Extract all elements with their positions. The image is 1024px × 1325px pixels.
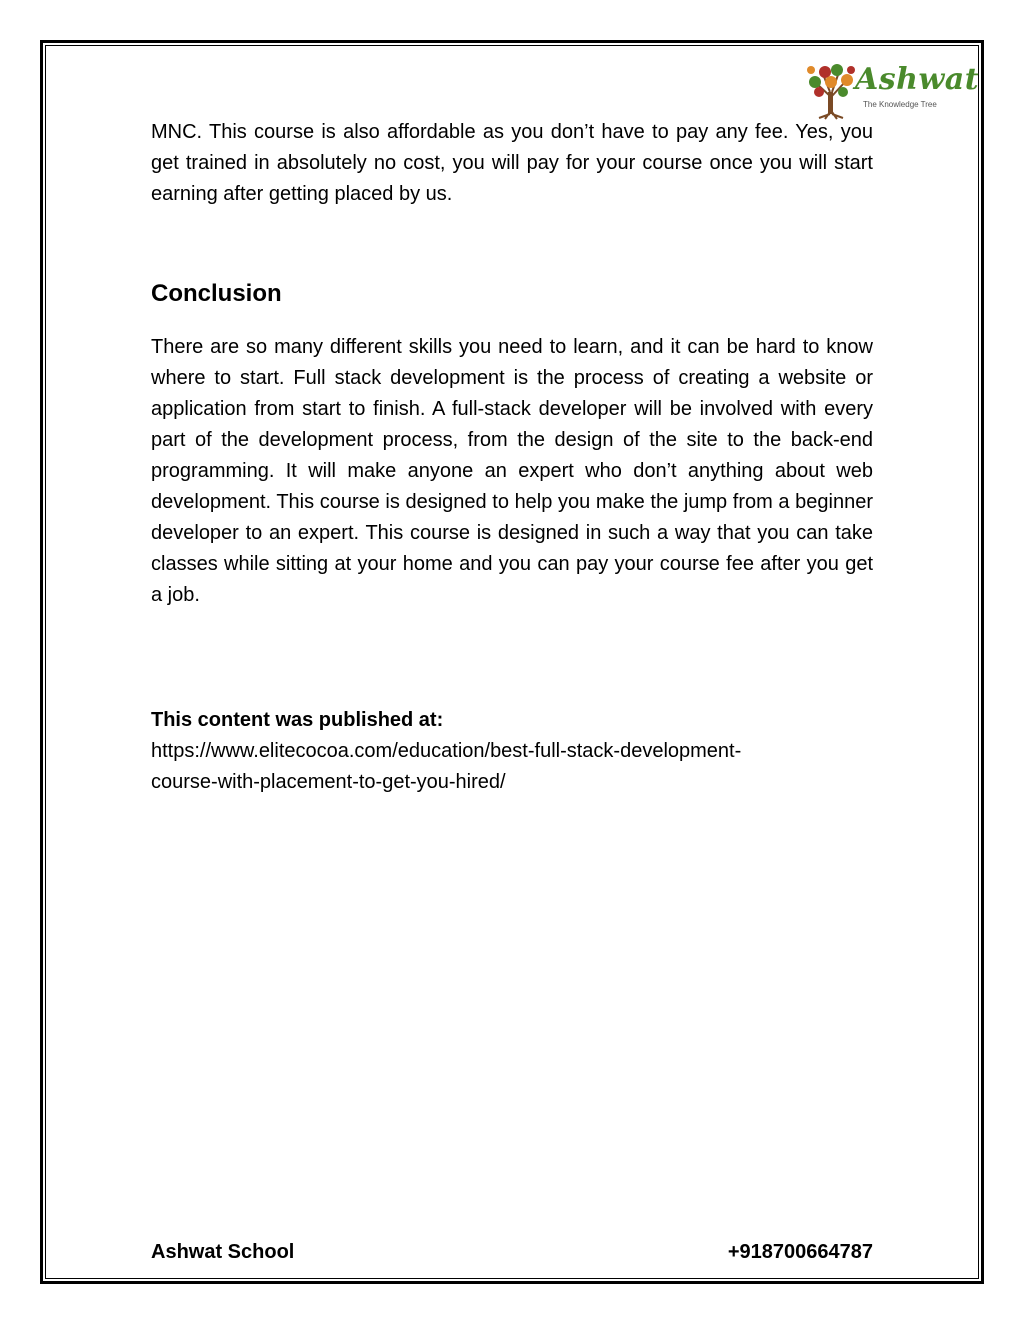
published-section bbox=[151, 705, 873, 798]
logo-tagline: The Knowledge Tree bbox=[863, 100, 937, 109]
tree-icon bbox=[805, 62, 857, 120]
intro-section bbox=[151, 117, 873, 210]
footer-school-name: Ashwat School bbox=[151, 1241, 295, 1263]
page-border-inner bbox=[45, 45, 979, 1279]
intro-paragraph: MNC. This course is also affordable as you don’t have to pay any fee. Yes, you get trained in absolutely no cost, you will pay for your course once you will start earning after getting placed by us. bbox=[151, 121, 873, 205]
conclusion-paragraph: There are so many different skills you need to learn, and it can be hard to know where to start. Full stack development is the process of creating a website or application from start to finish. A full-stack developer will be involved with every part of the development process, from the design of the site to the back-end programming. It will make anyone an expert who don’t anything about web development. This course is designed to help you make the jump from a beginner developer to an expert. This course is designed in such a way that you can take classes while sitting at your home and you can pay your course fee after you get a job. bbox=[151, 336, 873, 606]
footer-phone: +918700664787 bbox=[727, 1241, 873, 1263]
logo-name: Ashwat bbox=[855, 62, 980, 97]
published-url-line2[interactable]: course-with-placement-to-get-you-hired/ bbox=[151, 771, 506, 793]
published-label: This content was published at: bbox=[151, 709, 444, 731]
conclusion-heading: Conclusion bbox=[151, 280, 282, 307]
published-url-line1[interactable]: https://www.elitecocoa.com/education/best-full-stack-development- bbox=[151, 740, 742, 762]
ashwat-logo bbox=[805, 62, 980, 120]
conclusion-section bbox=[151, 279, 873, 611]
